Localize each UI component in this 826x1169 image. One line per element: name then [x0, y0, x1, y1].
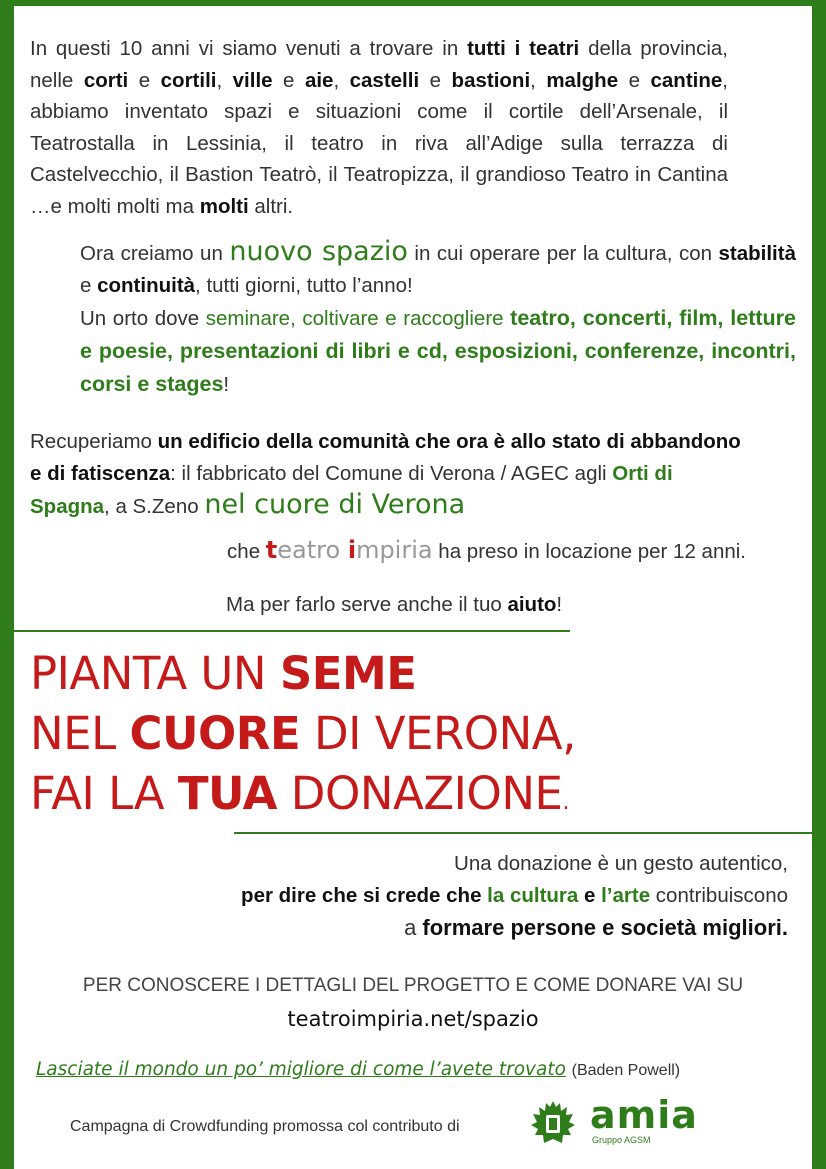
emph: corti	[83, 68, 129, 92]
text: : il fabbricato del Comune di Verona / AGEC agli	[170, 461, 613, 485]
emph: formare	[422, 915, 505, 940]
heart-of-verona: nel cuore di Verona	[204, 489, 466, 520]
donation-text	[30, 848, 788, 944]
divider-bottom	[234, 832, 812, 834]
text: e	[419, 68, 452, 92]
intro-paragraph	[30, 33, 728, 222]
emph: aie	[304, 68, 334, 92]
text: e	[128, 68, 161, 92]
emph: CUORE	[129, 707, 301, 760]
headline-line-1	[30, 645, 417, 703]
text: Ma per farlo serve anche il tuo	[226, 593, 508, 616]
text: contribuiscono	[650, 884, 788, 907]
emph: malghe	[546, 68, 619, 92]
text: DI VERONA,	[300, 707, 576, 760]
orti-di-spagna: Orti di Spagna	[30, 461, 673, 518]
frame-right	[812, 0, 826, 1169]
building-paragraph	[30, 426, 746, 523]
amia-logo	[528, 1093, 728, 1149]
text: ha preso in locazione per 12 anni.	[432, 540, 746, 563]
frame-top	[0, 0, 826, 6]
text: e	[618, 68, 651, 92]
logo-name: amia	[590, 1093, 698, 1137]
headline-line-2	[30, 705, 576, 763]
text: PIANTA UN	[30, 647, 280, 700]
text: a	[404, 915, 423, 940]
donation-line-2	[30, 880, 788, 912]
help-paragraph	[226, 589, 646, 621]
text: e	[272, 68, 305, 92]
text: .	[562, 790, 569, 815]
emph: cantine	[650, 68, 723, 92]
text: , a S.Zeno	[104, 495, 205, 518]
text: NEL	[30, 707, 130, 760]
quote-text: Lasciate il mondo un po’ migliore di come l’avete trovato	[36, 1059, 566, 1080]
new-space-paragraph	[80, 236, 796, 401]
green-emph: l’arte	[601, 884, 651, 907]
text: Ora creiamo un	[80, 242, 230, 265]
text: Recuperiamo	[30, 430, 158, 453]
brand-letter: i	[347, 536, 357, 564]
teatro-impiria-brand	[266, 536, 433, 564]
emph: e	[578, 884, 602, 907]
quote-author: (Baden Powell)	[571, 1062, 681, 1079]
emph: ville	[232, 68, 273, 92]
text: in cui operare per la cultura, con	[407, 242, 719, 265]
text: ,	[333, 68, 350, 92]
emph: persone e società migliori.	[504, 915, 788, 940]
quote	[36, 1053, 806, 1087]
footer-text: Campagna di Crowdfunding promossa col contributo di	[70, 1118, 460, 1135]
text: FAI LA	[30, 767, 178, 820]
emph: bastioni	[451, 68, 531, 92]
text: e	[80, 274, 98, 297]
text: ,	[530, 68, 547, 92]
emph: stabilità	[718, 242, 796, 265]
text: !	[223, 373, 230, 396]
brand-text: eatro	[277, 536, 348, 564]
frame-left	[0, 0, 14, 1169]
emph: aiuto	[507, 593, 557, 616]
logo-sub: Gruppo AGSM	[592, 1135, 651, 1145]
cta-label: PER CONOSCERE I DETTAGLI DEL PROGETTO E COME DONARE VAI SU	[82, 975, 744, 996]
text: , tutti giorni, tutto l’anno!	[195, 274, 413, 297]
donation-line-3	[30, 912, 788, 944]
emph: molti	[199, 194, 249, 218]
headline-line-3	[30, 765, 569, 832]
brand-letter: t	[265, 536, 278, 564]
new-space-highlight: nuovo spazio	[229, 236, 408, 267]
text: , abbiamo inventato spazi e situazioni come il cortile dell’Arsenale, il Teatrostalla in Lessinia, il teatro in riva all’Adige sulla terrazza di Castelvecchio, il Bastion Teatrò, il Teatropizza, il grandioso Teatro in Cantina …e molti molti ma	[30, 68, 728, 218]
cta-url[interactable]: teatroimpiria.net/spazio	[287, 1007, 539, 1031]
text: Un orto dove	[80, 307, 206, 330]
emblem-icon	[528, 1097, 578, 1149]
donation-line-1: Una donazione è un gesto autentico,	[454, 852, 788, 875]
divider-top	[14, 630, 570, 632]
emph: per dire che si crede che	[241, 884, 488, 907]
emph: continuità	[97, 274, 196, 297]
text: !	[556, 593, 563, 616]
text: altri.	[248, 194, 294, 218]
text: DONAZIONE	[277, 767, 563, 820]
emph: TUA	[177, 767, 277, 820]
emph: cortili	[160, 68, 217, 92]
brand-text: mpiria	[356, 536, 433, 564]
emph: castelli	[349, 68, 420, 92]
text: della provincia, nelle	[30, 37, 728, 92]
emph: SEME	[279, 647, 417, 700]
activities-list: teatro, concerti, film, letture e poesie, presentazioni di libri e cd, esposizioni, conferenze, incontri, corsi e stages	[80, 306, 796, 396]
text: che	[227, 540, 266, 563]
text: In questi 10 anni vi siamo venuti a trovare in	[30, 37, 468, 60]
text: ,	[216, 68, 233, 92]
green-emph: la cultura	[487, 884, 579, 907]
emph: tutti i teatri	[467, 37, 580, 60]
lease-paragraph	[30, 535, 746, 568]
green-text: seminare, coltivare e raccogliere	[205, 307, 504, 330]
emph: un edificio della comunità che ora è allo stato di abbandono e di fatiscenza	[30, 430, 741, 485]
